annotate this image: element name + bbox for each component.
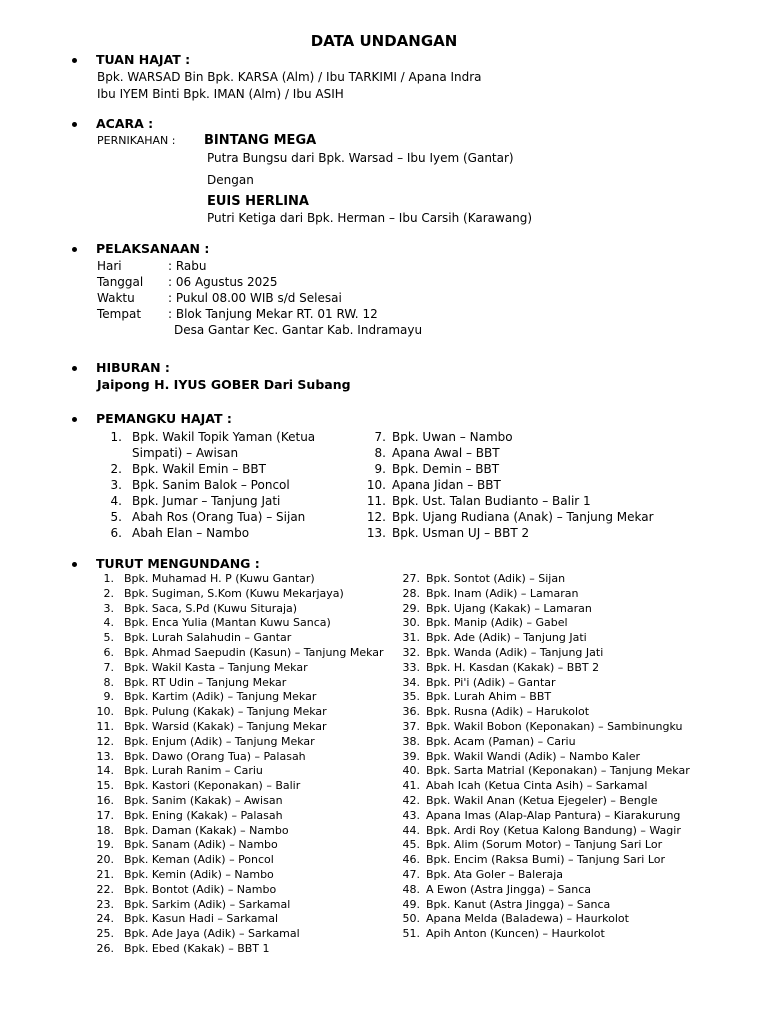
list-item [96,824,384,839]
list-text: Abah Icah (Ketua Cinta Asih) – Sarkamal [426,779,648,793]
list-text: Bpk. Lurah Ranim – Cariu [124,764,263,778]
hiburan-text: Jaipong H. IYUS GOBER Dari Subang [97,377,351,392]
list-number: 10. [96,705,114,719]
list-item [362,493,654,509]
list-text: Bpk. Rusna (Adik) – Harukolot [426,705,590,719]
list-text: Apih Anton (Kuncen) – Haurkolot [426,927,605,941]
list-item [400,602,690,617]
list-text: Bpk. Sarta Matrial (Keponakan) – Tanjung Mekar [426,764,690,778]
bullet-icon [72,417,77,422]
section-heading: ACARA : [96,116,154,131]
list-text: Bpk. Lurah Salahudin – Gantar [124,631,292,645]
list-text: Bpk. Ahmad Saepudin (Kasun) – Tanjung Mekar [124,645,384,659]
list-item [96,735,384,750]
section-pelaksanaan [76,241,209,257]
detail-row [97,306,422,322]
list-number: 43. [402,808,420,822]
list-item [400,572,690,587]
list-item [96,720,384,735]
list-text: Bpk. Daman (Kakak) – Nambo [124,823,289,837]
list-text: Bpk. Dawo (Orang Tua) – Palasah [124,749,306,763]
list-item [400,720,690,735]
groom-description: Putra Bungsu dari Bpk. Warsad – Ibu Iyem (Gantar) [207,151,514,165]
list-item [96,616,384,631]
list-item [400,631,690,646]
list-item [96,572,384,587]
list-text: Bpk. Ujang Rudiana (Anak) – Tanjung Mekar [392,510,654,524]
detail-value: : Rabu [168,259,207,273]
list-item [96,868,384,883]
list-number: 3. [103,601,114,615]
detail-label: Hari [97,259,122,273]
detail-row [97,258,422,274]
list-number: 22. [96,882,114,896]
list-text: Bpk. Warsid (Kakak) – Tanjung Mekar [124,719,327,733]
list-number: 51. [402,927,420,941]
list-number: 35. [402,690,420,704]
list-number: 36. [402,705,420,719]
list-text: Apana Melda (Baladewa) – Haurkolot [426,912,629,926]
list-text: Bpk. Uwan – Nambo [392,430,513,444]
detail-value: Desa Gantar Kec. Gantar Kab. Indramayu [174,323,423,337]
list-number: 30. [402,616,420,630]
list-number: 7. [374,430,386,444]
list-text: Apana Imas (Alap-Alap Pantura) – Kiarakurung [426,808,681,822]
list-item [96,750,384,765]
list-number: 6. [110,526,122,540]
list-number: 1. [103,572,114,585]
pemangku-list-left [108,429,315,541]
detail-label: Tempat [97,307,142,321]
list-text: Bpk. Kartim (Adik) – Tanjung Mekar [124,690,317,704]
list-text: Apana Jidan – BBT [392,478,501,492]
list-item [108,461,315,477]
list-number: 4. [103,616,114,630]
list-text: Bpk. Ujang (Kakak) – Lamaran [426,601,592,615]
section-pemangku-hajat [76,411,232,427]
list-item [96,853,384,868]
list-number: 38. [402,734,420,748]
list-number: 24. [96,912,114,926]
list-number: 41. [402,779,420,793]
list-item [96,764,384,779]
list-number: 12. [366,510,386,524]
list-number: 9. [103,690,114,704]
list-text: Bpk. Encim (Raksa Bumi) – Tanjung Sari Lor [426,853,666,867]
list-text: A Ewon (Astra Jingga) – Sanca [426,882,592,896]
list-text: Bpk. Muhamad H. P (Kuwu Gantar) [124,572,315,585]
list-item [108,525,315,541]
list-number: 25. [96,927,114,941]
list-text: Bpk. Ata Goler – Baleraja [426,867,564,881]
pelaksanaan-table [97,258,422,338]
list-text: Bpk. Demin – BBT [392,462,500,476]
list-number: 11. [366,494,386,508]
list-number: 2. [103,586,114,600]
list-number: 46. [402,853,420,867]
list-item [96,646,384,661]
list-number: 9. [374,462,386,476]
detail-value: : Pukul 08.00 WIB s/d Selesai [168,291,342,305]
list-number: 1. [110,430,122,444]
list-item [400,705,690,720]
list-text: Bpk. Kanut (Astra Jingga) – Sanca [426,897,611,911]
turut-list-right [400,572,690,942]
list-item [362,445,654,461]
list-text: Bpk. Kemin (Adik) – Nambo [124,867,274,881]
list-item [400,735,690,750]
list-item [400,779,690,794]
list-item [108,493,315,509]
list-text: Apana Awal – BBT [392,446,500,460]
list-text: Bpk. Wakil Kasta – Tanjung Mekar [124,660,308,674]
list-number: 29. [402,601,420,615]
list-item [362,525,654,541]
list-item [400,868,690,883]
bullet-icon [72,122,77,127]
list-item [362,429,654,445]
list-number: 39. [402,749,420,763]
list-text: Bpk. Ening (Kakak) – Palasah [124,808,283,822]
list-number: 8. [103,675,114,689]
list-item [96,779,384,794]
section-heading: TURUT MENGUNDANG : [96,556,260,571]
bride-description: Putri Ketiga dari Bpk. Herman – Ibu Carsih (Karawang) [207,211,533,225]
list-text: Bpk. Ade (Adik) – Tanjung Jati [426,631,587,645]
list-text: Bpk. Pulung (Kakak) – Tanjung Mekar [124,705,327,719]
list-item [400,764,690,779]
list-item [400,838,690,853]
list-text: Bpk. Sarkim (Adik) – Sarkamal [124,897,291,911]
list-item [400,587,690,602]
list-text: Bpk. Ardi Roy (Ketua Kalong Bandung) – Wagir [426,823,681,837]
list-number: 13. [96,749,114,763]
list-number: 49. [402,897,420,911]
list-item [400,853,690,868]
detail-row [97,290,422,306]
list-item [96,602,384,617]
section-heading: PEMANGKU HAJAT : [96,411,232,426]
list-number: 8. [374,446,386,460]
list-number: 14. [96,764,114,778]
list-item [96,912,384,927]
list-item [362,477,654,493]
tuan-hajat-line: Bpk. WARSAD Bin Bpk. KARSA (Alm) / Ibu TARKIMI / Apana Indra [97,70,482,84]
section-tuan-hajat [76,52,190,68]
list-item [96,705,384,720]
list-text: Bpk. Enjum (Adik) – Tanjung Mekar [124,734,315,748]
list-text: Bpk. Kastori (Keponakan) – Balir [124,779,301,793]
groom-name: BINTANG MEGA [204,133,317,148]
document-title: DATA UNDANGAN [310,32,458,50]
list-number: 15. [96,779,114,793]
list-item [96,676,384,691]
list-text: Bpk. Manip (Adik) – Gabel [426,616,568,630]
list-number: 28. [402,586,420,600]
list-text: Bpk. Ust. Talan Budianto – Balir 1 [392,494,591,508]
bullet-icon [72,562,77,567]
list-number: 3. [110,478,122,492]
list-text: Bpk. RT Udin – Tanjung Mekar [124,675,287,689]
bullet-icon [72,247,77,252]
list-item [400,661,690,676]
list-item [400,809,690,824]
list-number: 7. [103,660,114,674]
list-text: Bpk. Acam (Paman) – Cariu [426,734,576,748]
list-text: Bpk. Ebed (Kakak) – BBT 1 [124,941,270,955]
list-text: Bpk. Sanim Balok – Poncol [132,478,290,492]
list-item [108,509,315,525]
bullet-icon [72,366,77,371]
list-number: 26. [96,941,114,955]
list-text: Abah Ros (Orang Tua) – Sijan [132,510,306,524]
list-item [362,509,654,525]
list-item [400,927,690,942]
acara-label: PERNIKAHAN : [97,134,176,147]
list-number: 42. [402,793,420,807]
list-number: 2. [110,462,122,476]
section-turut-mengundang [76,556,260,572]
detail-label: Tanggal [97,275,144,289]
list-item [96,809,384,824]
list-number: 19. [96,838,114,852]
list-text: Bpk. Wanda (Adik) – Tanjung Jati [426,645,604,659]
section-acara [76,116,153,132]
list-text: Bpk. Sanim (Kakak) – Awisan [124,793,283,807]
detail-label: Waktu [97,291,135,305]
section-heading: HIBURAN : [96,360,170,375]
list-text: Bpk. Inam (Adik) – Lamaran [426,586,579,600]
list-item [400,794,690,809]
list-number: 44. [402,823,420,837]
list-item [96,838,384,853]
list-item [400,883,690,898]
list-text: Abah Elan – Nambo [132,526,250,540]
list-item [108,445,315,461]
list-text: Bpk. Sontot (Adik) – Sijan [426,572,566,585]
list-text: Bpk. H. Kasdan (Kakak) – BBT 2 [426,660,600,674]
list-text: Bpk. Wakil Bobon (Keponakan) – Sambinungku [426,719,683,733]
list-text: Bpk. Jumar – Tanjung Jati [132,494,281,508]
list-text: Bpk. Alim (Sorum Motor) – Tanjung Sari Lor [426,838,663,852]
list-text: Bpk. Bontot (Adik) – Nambo [124,882,277,896]
list-number: 37. [402,719,420,733]
detail-row [97,274,422,290]
list-number: 21. [96,867,114,881]
list-number: 16. [96,793,114,807]
list-number: 27. [402,572,420,585]
list-item [96,661,384,676]
list-item [96,898,384,913]
list-text: Bpk. Enca Yulia (Mantan Kuwu Sanca) [124,616,331,630]
section-hiburan [76,360,170,376]
list-text: Bpk. Pi'i (Adik) – Gantar [426,675,556,689]
list-number: 32. [402,645,420,659]
detail-value: : Blok Tanjung Mekar RT. 01 RW. 12 [168,307,378,321]
list-item [96,587,384,602]
list-number: 34. [402,675,420,689]
list-item [400,824,690,839]
pemangku-list-right [362,429,654,541]
list-number: 20. [96,853,114,867]
list-number: 5. [110,510,122,524]
list-item [362,461,654,477]
list-item [96,883,384,898]
list-text: Bpk. Lurah Ahim – BBT [426,690,552,704]
list-text: Bpk. Sanam (Adik) – Nambo [124,838,278,852]
list-item [400,646,690,661]
list-number: 40. [402,764,420,778]
list-item [96,631,384,646]
list-item [400,898,690,913]
list-text: Bpk. Ade Jaya (Adik) – Sarkamal [124,927,300,941]
list-item [400,616,690,631]
list-item [96,927,384,942]
detail-value: : 06 Agustus 2025 [168,275,278,289]
list-number: 33. [402,660,420,674]
list-item [108,477,315,493]
list-item [108,429,315,445]
list-text: Bpk. Wakil Topik Yaman (Ketua [132,430,316,444]
list-number: 50. [402,912,420,926]
list-number: 18. [96,823,114,837]
list-text: Bpk. Kasun Hadi – Sarkamal [124,912,279,926]
section-heading: TUAN HAJAT : [96,52,191,67]
list-number: 6. [103,645,114,659]
section-heading: PELAKSANAAN : [96,241,210,256]
list-item [400,750,690,765]
list-text: Bpk. Saca, S.Pd (Kuwu Situraja) [124,601,298,615]
list-text: Bpk. Wakil Anan (Ketua Ejegeler) – Bengle [426,793,658,807]
list-number: 13. [366,526,386,540]
list-text: Bpk. Wakil Emin – BBT [132,462,266,476]
list-number: 17. [96,808,114,822]
list-number: 12. [96,734,114,748]
list-item [96,690,384,705]
list-item [96,794,384,809]
list-number: 48. [402,882,420,896]
list-number: 23. [96,897,114,911]
list-number: 4. [110,494,122,508]
list-number: 45. [402,838,420,852]
list-item [400,912,690,927]
list-text: Bpk. Sugiman, S.Kom (Kuwu Mekarjaya) [124,586,344,600]
bride-name: EUIS HERLINA [207,194,309,209]
list-text: Bpk. Usman UJ – BBT 2 [392,526,530,540]
bullet-icon [72,58,77,63]
turut-list-left [96,572,384,957]
list-item [400,690,690,705]
detail-row [97,322,422,338]
list-number: 5. [103,631,114,645]
list-item [400,676,690,691]
list-number: 11. [96,719,114,733]
list-text: Bpk. Keman (Adik) – Poncol [124,853,274,867]
tuan-hajat-line: Ibu IYEM Binti Bpk. IMAN (Alm) / Ibu ASIH [97,87,344,101]
list-number: 10. [366,478,386,492]
list-number: 47. [402,867,420,881]
list-text: Simpati) – Awisan [132,446,239,460]
connector-text: Dengan [207,173,254,187]
list-text: Bpk. Wakil Wandi (Adik) – Nambo Kaler [426,749,641,763]
list-number: 31. [402,631,420,645]
list-item [96,942,384,957]
